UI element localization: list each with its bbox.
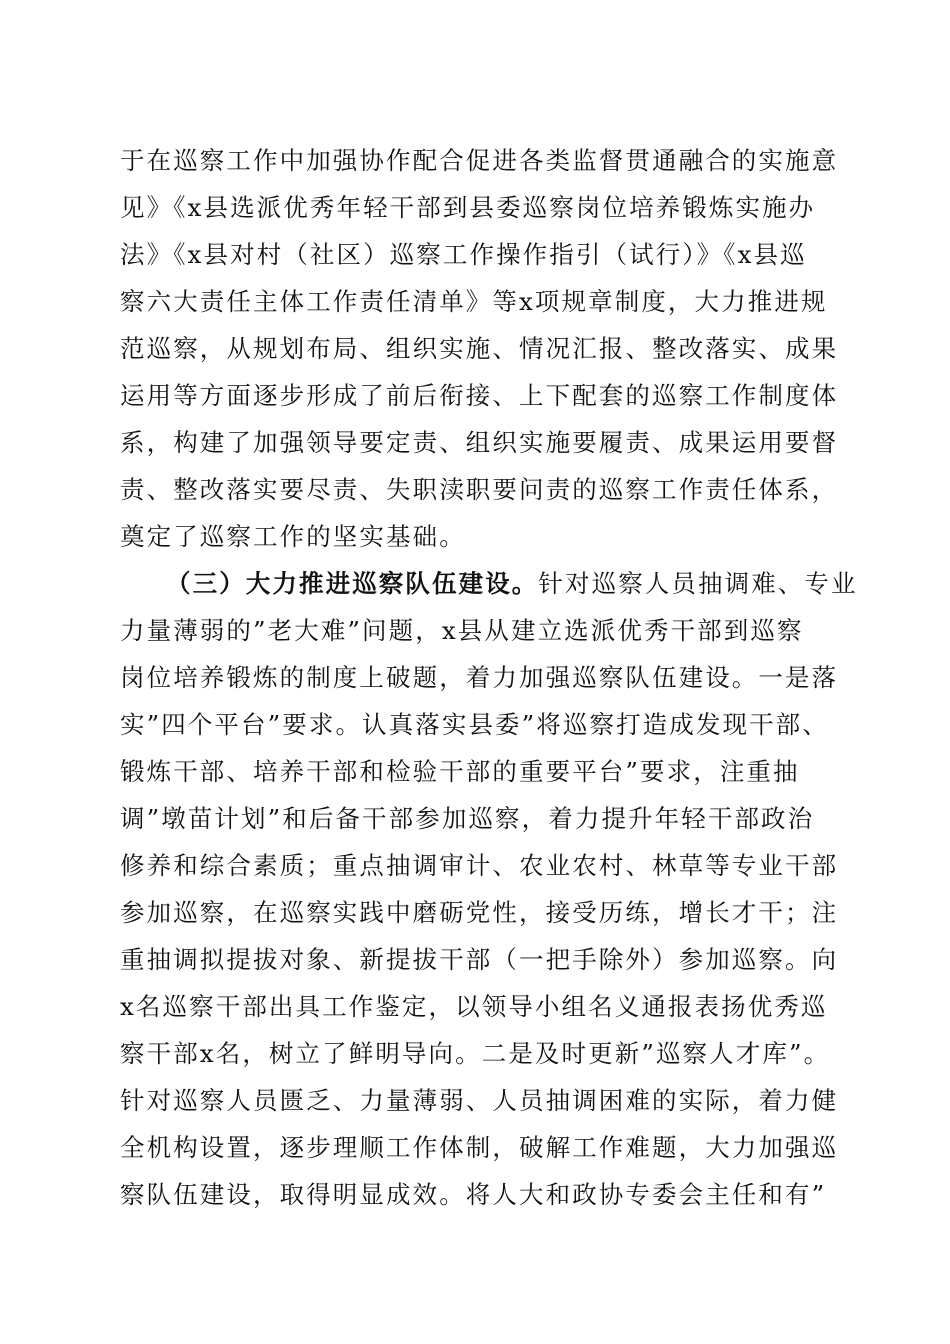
paragraph-line: 奠定了巡察工作的坚实基础。: [120, 522, 466, 551]
paragraph-line: 力量薄弱的”老大难”问题，x县从建立选派优秀干部到巡察: [120, 616, 804, 645]
paragraph-line: 察干部x名，树立了鲜明导向。二是及时更新”巡察人才库”。: [120, 1039, 831, 1068]
paragraph-line: 范巡察，从规划布局、组织实施、情况汇报、整改落实、成果: [120, 334, 839, 363]
paragraph-line: 见》《x县选派优秀年轻干部到县委巡察岗位培养锻炼实施办: [120, 193, 816, 222]
paragraph-line: 锻炼干部、培养干部和检验干部的重要平台”要求，注重抽: [120, 757, 800, 786]
paragraph-line: 参加巡察，在巡察实践中磨砺党性，接受历练，增长才干；注: [120, 898, 839, 927]
section-first-line: [166, 569, 858, 598]
paragraph-line: 法》《x县对村（社区）巡察工作操作指引（试行）》《x县巡: [120, 240, 807, 269]
paragraph-line: 重抽调拟提拔对象、新提拔干部（一把手除外）参加巡察。向: [120, 945, 839, 974]
paragraph-line: 系，构建了加强领导要定责、组织实施要履责、成果运用要督: [120, 428, 839, 457]
paragraph-line: 实”四个平台”要求。认真落实县委”将巡察打造成发现干部、: [120, 710, 829, 739]
paragraph-line: 运用等方面逐步形成了前后衔接、上下配套的巡察工作制度体: [120, 381, 839, 410]
paragraph-line: 于在巡察工作中加强协作配合促进各类监督贯通融合的实施意: [120, 146, 839, 175]
paragraph-line: 察六大责任主体工作责任清单》等x项规章制度，大力推进规: [120, 287, 828, 316]
paragraph-line: x名巡察干部出具工作鉴定，以领导小组名义通报表扬优秀巡: [120, 992, 828, 1021]
paragraph-line: 全机构设置，逐步理顺工作体制，破解工作难题，大力加强巡: [120, 1133, 839, 1162]
section-heading: （三）大力推进巡察队伍建设。: [166, 569, 539, 598]
paragraph-line: 岗位培养锻炼的制度上破题，着力加强巡察队伍建设。一是落: [120, 663, 839, 692]
paragraph-line: 察队伍建设，取得明显成效。将人大和政协专委会主任和有”: [120, 1180, 827, 1209]
section-first-line-text: 针对巡察人员抽调难、专业: [538, 569, 858, 598]
paragraph-line: 针对巡察人员匮乏、力量薄弱、人员抽调困难的实际，着力健: [120, 1086, 839, 1115]
paragraph-line: 责、整改落实要尽责、失职渎职要问责的巡察工作责任体系，: [120, 475, 839, 504]
paragraph-line: 调”墩苗计划”和后备干部参加巡察，着力提升年轻干部政治: [120, 804, 815, 833]
paragraph-line: 修养和综合素质；重点抽调审计、农业农村、林草等专业干部: [120, 851, 839, 880]
